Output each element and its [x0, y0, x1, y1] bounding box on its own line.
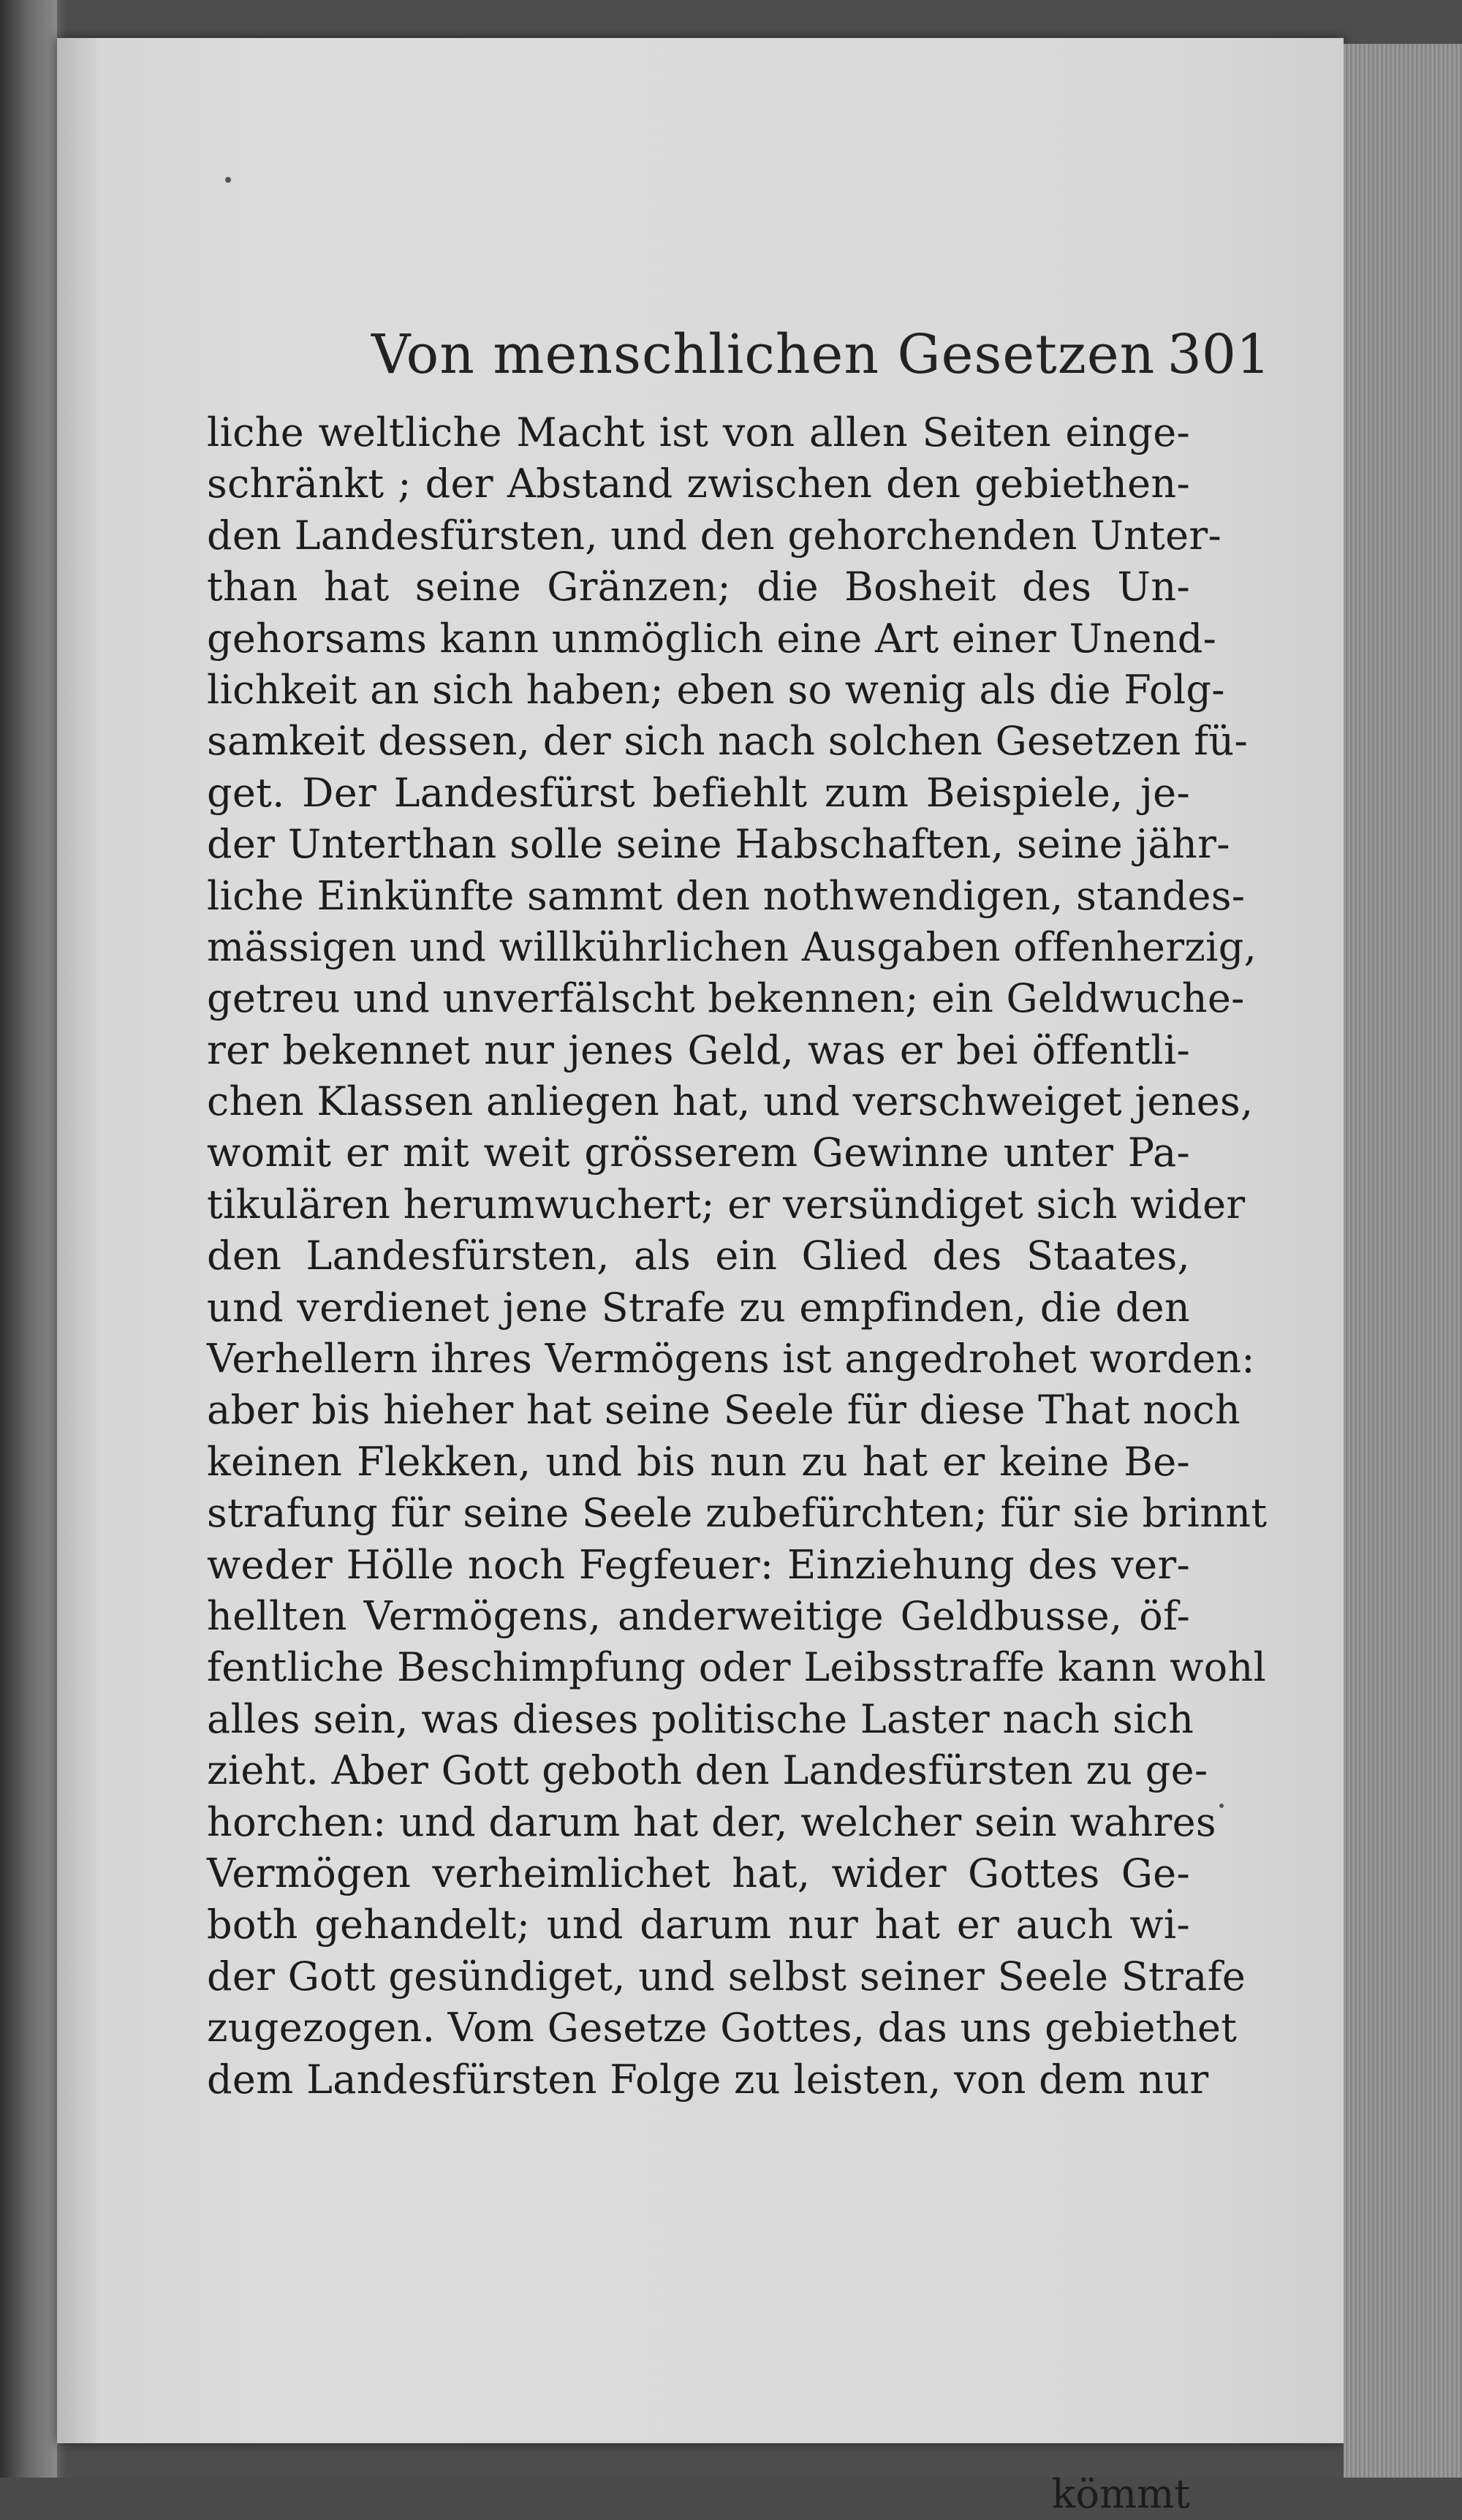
text-line: der Gott gesündiget, und selbst seiner Seele Strafe — [207, 1953, 1246, 1999]
text-line: chen Klassen anliegen hat, und verschweiget jenes, — [207, 1078, 1254, 1125]
text-line: hellten Vermögens, anderweitige Geldbusse, öf- — [207, 1592, 1190, 1639]
text-line: liche Einkünfte sammt den nothwendigen, standes- — [207, 872, 1246, 919]
text-line: liche weltliche Macht ist von allen Seiten einge- — [207, 409, 1190, 455]
text-line: dem Landesfürsten Folge zu leisten, von dem nur — [207, 2056, 1209, 2103]
text-line: get. Der Landesfürst befiehlt zum Beispiele, je- — [207, 769, 1190, 816]
text-line: tikulären herumwuchert; er versündiget sich wider — [207, 1181, 1246, 1227]
text-line: horchen: und darum hat der, welcher sein wahres — [207, 1798, 1216, 1845]
text-line: lichkeit an sich haben; eben so wenig als die Folg- — [207, 666, 1225, 713]
running-head — [371, 323, 1270, 396]
page-stack-edge — [1344, 44, 1462, 2478]
text-line: zugezogen. Vom Gesetze Gottes, das uns gebiethet — [207, 2005, 1238, 2051]
text-line: den Landesfürsten, und den gehorchenden Unter- — [207, 512, 1222, 559]
text-line: both gehandelt; und darum nur hat er auch wi- — [207, 1902, 1190, 1948]
running-title: Von menschlichen Gesetzen — [371, 323, 1156, 386]
text-line: der Unterthan solle seine Habschaften, seine jähr- — [207, 821, 1230, 868]
text-line: rer bekennet nur jenes Geld, was er bei öffentli- — [207, 1026, 1190, 1073]
text-line: fentliche Beschimpfung oder Leibsstraffe kann wohl — [207, 1644, 1267, 1691]
text-line: samkeit dessen, der sich nach solchen Gesetzen fü- — [207, 718, 1249, 765]
text-line: und verdienet jene Strafe zu empfinden, die den — [207, 1284, 1190, 1331]
paper-speck — [225, 177, 231, 183]
text-line: Verhellern ihres Vermögens ist angedrohet worden: — [207, 1336, 1255, 1382]
body-text — [207, 407, 1268, 2517]
text-line: aber bis hieher hat seine Seele für diese That noch — [207, 1387, 1241, 1434]
page-sheet — [57, 38, 1344, 2517]
text-line: than hat seine Gränzen; die Bosheit des Un- — [207, 564, 1190, 610]
page-number: 301 — [1167, 323, 1270, 386]
text-line: schränkt ; der Abstand zwischen den gebiethen- — [207, 461, 1190, 507]
text-line: womit er mit weit grösserem Gewinne unter Pa- — [207, 1130, 1190, 1176]
text-line: mässigen und willkührlichen Ausgaben offenherzig, — [207, 923, 1257, 970]
text-line: gehorsams kann unmöglich eine Art einer Unend- — [207, 615, 1217, 662]
text-line: getreu und unverfälscht bekennen; ein Geldwuche- — [207, 975, 1245, 1022]
text-line: Vermögen verheimlichet hat, wider Gottes Ge- — [207, 1850, 1190, 1896]
text-line: keinen Flekken, und bis nun zu hat er keine Be- — [207, 1438, 1190, 1485]
text-line: den Landesfürsten, als ein Glied des Staates, — [207, 1233, 1190, 1279]
catchword: kömmt — [1051, 2471, 1190, 2517]
binding-edge — [0, 0, 57, 2478]
paper-speck — [1219, 1804, 1224, 1808]
text-line: weder Hölle noch Fegfeuer: Einziehung des ver- — [207, 1541, 1190, 1588]
text-line: alles sein, was dieses politische Laster nach sich — [207, 1695, 1194, 1742]
text-line: strafung für seine Seele zubefürchten; für sie brinnt — [207, 1490, 1268, 1537]
text-line: zieht. Aber Gott geboth den Landesfürsten zu ge- — [207, 1747, 1208, 1794]
